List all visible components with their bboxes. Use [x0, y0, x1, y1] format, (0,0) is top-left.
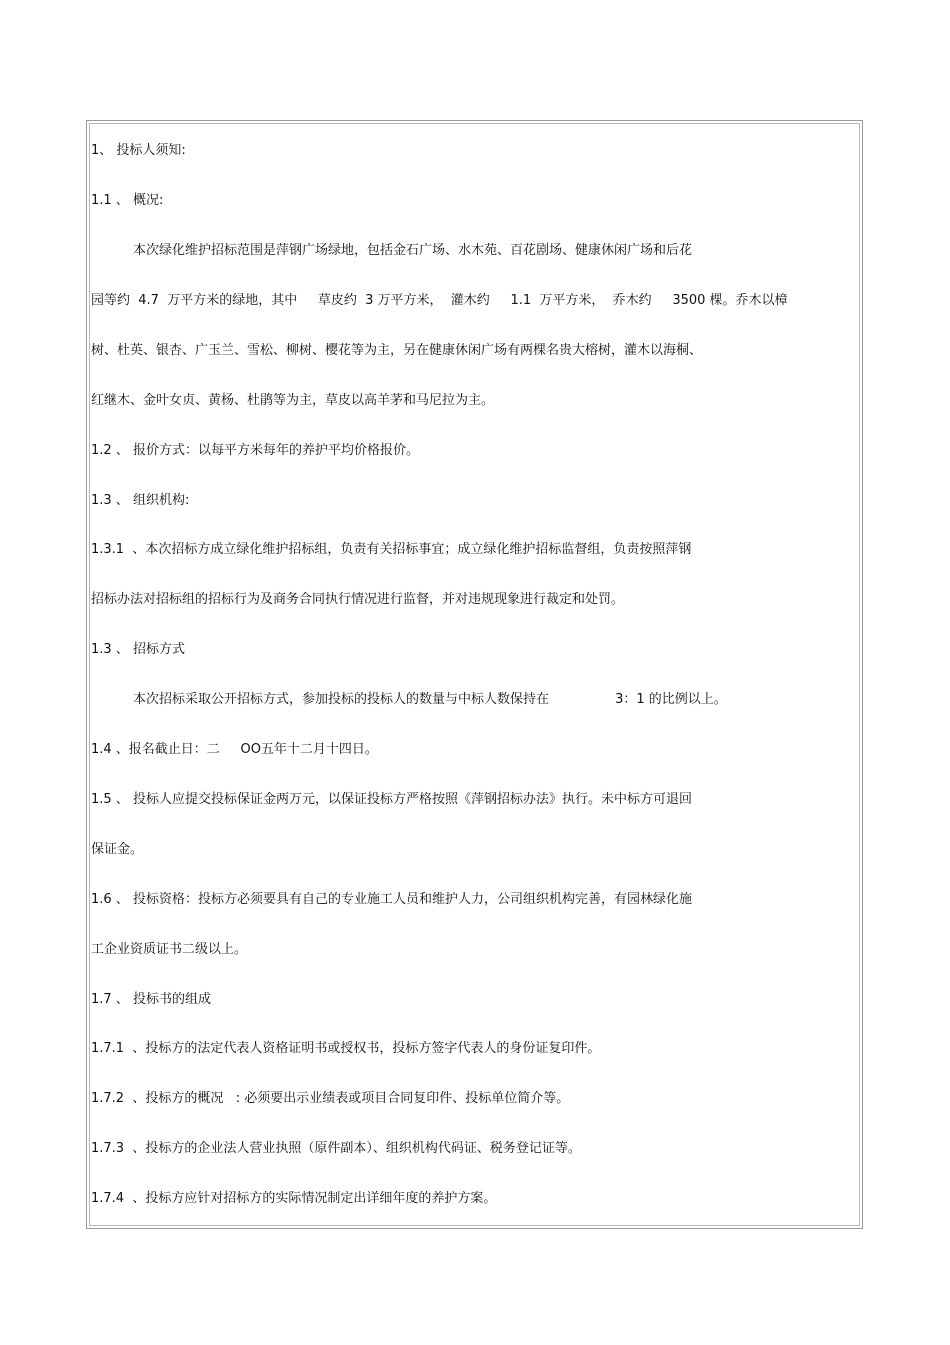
document-border-inner [89, 123, 860, 1226]
paragraph-overview-line-1: 本次绿化维护招标范围是萍钢广场绿地，包括金石广场、水木苑、百花剧场、健康休闲广场和后花 [133, 243, 693, 258]
item-1-7-3: 1.7.3 、投标方的企业法人营业执照（原件副本）、组织机构代码证、税务登记证等。 [91, 1141, 581, 1156]
item-qualification-line-2: 工企业资质证书二级以上。 [91, 942, 248, 957]
heading-bidder-notice: 1、 投标人须知: [91, 143, 186, 158]
item-deposit-line-1: 1.5 、 投标人应提交投标保证金两万元，以保证投标方严格按照《萍钢招标办法》执行。未中标方可退回 [91, 792, 692, 807]
heading-bid-method: 1.3 、 招标方式 [91, 642, 185, 657]
heading-overview: 1.1 、 概况: [91, 193, 164, 208]
item-1-3-1-line-2: 招标办法对招标组的招标行为及商务合同执行情况进行监督，并对违规现象进行裁定和处罚。 [91, 592, 625, 607]
item-quote-method: 1.2 、 报价方式：以每平方米每年的养护平均价格报价。 [91, 443, 419, 458]
item-1-7-4: 1.7.4 、投标方应针对招标方的实际情况制定出详细年度的养护方案。 [91, 1191, 497, 1206]
paragraph-bid-method: 本次招标采取公开招标方式，参加投标的投标人的数量与中标人数保持在 3：1 的比例以上。 [133, 692, 727, 707]
item-1-7-2: 1.7.2 、投标方的概况 : 必须要出示业绩表或项目合同复印件、投标单位简介等。 [91, 1091, 570, 1106]
item-1-3-1-line-1: 1.3.1 、本次招标方成立绿化维护招标组，负责有关招标事宜；成立绿化维护招标监督组，负责按照萍钢 [91, 542, 692, 557]
heading-bid-documents: 1.7 、 投标书的组成 [91, 992, 211, 1007]
heading-organization: 1.3 、 组织机构: [91, 493, 190, 508]
paragraph-overview-line-2: 园等约 4.7 万平方米的绿地，其中 草皮约 3 万平方米， 灌木约 1.1 万平方米， 乔木约 3500 棵。乔木以樟 [91, 293, 788, 308]
item-deadline: 1.4 、报名截止日：二 OO五年十二月十四日。 [91, 742, 378, 757]
item-1-7-1: 1.7.1 、投标方的法定代表人资格证明书或授权书，投标方签字代表人的身份证复印件。 [91, 1041, 601, 1056]
paragraph-overview-line-3: 树、杜英、银杏、广玉兰、雪松、柳树、樱花等为主，另在健康休闲广场有两棵名贵大榕树，灌木以海桐、 [91, 343, 703, 358]
paragraph-overview-line-4: 红继木、金叶女贞、黄杨、杜鹃等为主，草皮以高羊茅和马尼拉为主。 [91, 393, 495, 408]
item-deposit-line-2: 保证金。 [91, 842, 144, 857]
item-qualification-line-1: 1.6 、 投标资格：投标方必须要具有自己的专业施工人员和维护人力，公司组织机构完善，有园林绿化施 [91, 892, 692, 907]
